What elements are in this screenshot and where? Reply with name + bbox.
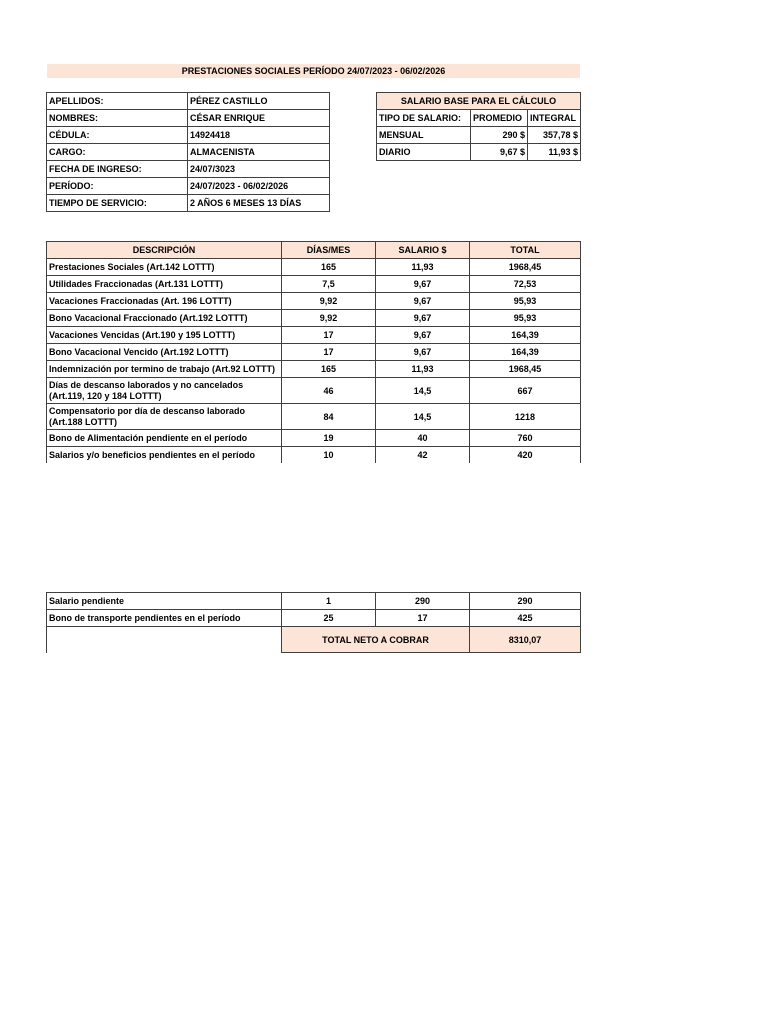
row-descripcion: Vacaciones Vencidas (Art.190 y 195 LOTTT) bbox=[47, 327, 282, 344]
salary-integral: 11,93 $ bbox=[528, 144, 581, 161]
total-value: 8310,07 bbox=[470, 627, 581, 653]
col-total: TOTAL bbox=[470, 242, 581, 259]
row-salario: 9,67 bbox=[376, 327, 470, 344]
salary-header-row bbox=[377, 93, 581, 110]
row-salario: 14,5 bbox=[376, 404, 470, 430]
salary-col-integral: INTEGRAL bbox=[528, 110, 581, 127]
info-value: 24/07/3023 bbox=[188, 161, 330, 178]
info-label: CÉDULA: bbox=[47, 127, 188, 144]
info-value: PÉREZ CASTILLO bbox=[188, 93, 330, 110]
total-label: TOTAL NETO A COBRAR bbox=[282, 627, 470, 653]
info-value: 2 AÑOS 6 MESES 13 DÍAS bbox=[188, 195, 330, 212]
info-value: ALMACENISTA bbox=[188, 144, 330, 161]
table-row bbox=[47, 430, 581, 447]
row-salario: 42 bbox=[376, 447, 470, 464]
row-salario: 11,93 bbox=[376, 361, 470, 378]
row-descripcion: Indemnización por termino de trabajo (Art.92 LOTTT) bbox=[47, 361, 282, 378]
info-row bbox=[47, 127, 330, 144]
row-descripcion: Bono Vacacional Fraccionado (Art.192 LOTTT) bbox=[47, 310, 282, 327]
total-row bbox=[47, 627, 581, 653]
col-salario: SALARIO $ bbox=[376, 242, 470, 259]
info-value: 14924418 bbox=[188, 127, 330, 144]
info-row bbox=[47, 110, 330, 127]
row-dias: 25 bbox=[282, 610, 376, 627]
salary-col-type: TIPO DE SALARIO: bbox=[377, 110, 471, 127]
row-descripcion: Bono de transporte pendientes en el período bbox=[47, 610, 282, 627]
info-label: PERÍODO: bbox=[47, 178, 188, 195]
row-salario: 9,67 bbox=[376, 310, 470, 327]
employee-info-table bbox=[46, 92, 330, 212]
table-row bbox=[47, 276, 581, 293]
info-label: APELLIDOS: bbox=[47, 93, 188, 110]
row-descripcion: Prestaciones Sociales (Art.142 LOTTT) bbox=[47, 259, 282, 276]
row-total: 1968,45 bbox=[470, 361, 581, 378]
row-dias: 1 bbox=[282, 593, 376, 610]
row-salario: 14,5 bbox=[376, 378, 470, 404]
table-row bbox=[47, 327, 581, 344]
row-descripcion: Vacaciones Fraccionadas (Art. 196 LOTTT) bbox=[47, 293, 282, 310]
table-row bbox=[47, 259, 581, 276]
table-row bbox=[47, 378, 581, 404]
salary-promedio: 290 $ bbox=[471, 127, 528, 144]
info-row bbox=[47, 161, 330, 178]
row-total: 667 bbox=[470, 378, 581, 404]
row-dias: 165 bbox=[282, 259, 376, 276]
row-descripcion: Salario pendiente bbox=[47, 593, 282, 610]
table-row bbox=[47, 404, 581, 430]
salary-header: SALARIO BASE PARA EL CÁLCULO bbox=[377, 93, 581, 110]
salary-base-table bbox=[376, 92, 581, 161]
info-row bbox=[47, 144, 330, 161]
table-row bbox=[47, 593, 581, 610]
row-dias: 165 bbox=[282, 361, 376, 378]
row-total: 164,39 bbox=[470, 344, 581, 361]
salary-type: DIARIO bbox=[377, 144, 471, 161]
info-label: CARGO: bbox=[47, 144, 188, 161]
row-salario: 290 bbox=[376, 593, 470, 610]
benefits-table bbox=[46, 241, 581, 463]
table-row bbox=[47, 310, 581, 327]
row-dias: 19 bbox=[282, 430, 376, 447]
row-total: 164,39 bbox=[470, 327, 581, 344]
info-label: FECHA DE INGRESO: bbox=[47, 161, 188, 178]
row-descripcion: Bono Vacacional Vencido (Art.192 LOTTT) bbox=[47, 344, 282, 361]
info-value: CÉSAR ENRIQUE bbox=[188, 110, 330, 127]
row-total: 425 bbox=[470, 610, 581, 627]
page-title: PRESTACIONES SOCIALES PERÍODO 24/07/2023 - 06/02/2026 bbox=[47, 64, 580, 78]
salary-promedio: 9,67 $ bbox=[471, 144, 528, 161]
col-descripcion: DESCRIPCIÓN bbox=[47, 242, 282, 259]
row-descripcion: Compensatorio por día de descanso laborado (Art.188 LOTTT) bbox=[47, 404, 282, 430]
row-total: 1968,45 bbox=[470, 259, 581, 276]
pending-table bbox=[46, 592, 581, 653]
salary-row bbox=[377, 144, 581, 161]
row-total: 95,93 bbox=[470, 310, 581, 327]
table-row bbox=[47, 293, 581, 310]
info-row bbox=[47, 178, 330, 195]
row-descripcion: Bono de Alimentación pendiente en el período bbox=[47, 430, 282, 447]
row-total: 72,53 bbox=[470, 276, 581, 293]
row-salario: 9,67 bbox=[376, 344, 470, 361]
row-dias: 10 bbox=[282, 447, 376, 464]
row-descripcion: Días de descanso laborados y no cancelados (Art.119, 120 y 184 LOTTT) bbox=[47, 378, 282, 404]
row-dias: 7,5 bbox=[282, 276, 376, 293]
info-row bbox=[47, 195, 330, 212]
salary-row bbox=[377, 127, 581, 144]
row-dias: 9,92 bbox=[282, 293, 376, 310]
row-salario: 9,67 bbox=[376, 276, 470, 293]
info-label: NOMBRES: bbox=[47, 110, 188, 127]
row-dias: 17 bbox=[282, 344, 376, 361]
table-row bbox=[47, 610, 581, 627]
row-total: 760 bbox=[470, 430, 581, 447]
row-descripcion: Utilidades Fraccionadas (Art.131 LOTTT) bbox=[47, 276, 282, 293]
row-salario: 11,93 bbox=[376, 259, 470, 276]
salary-columns-row bbox=[377, 110, 581, 127]
info-value: 24/07/2023 - 06/02/2026 bbox=[188, 178, 330, 195]
salary-col-promedio: PROMEDIO bbox=[471, 110, 528, 127]
row-dias: 17 bbox=[282, 327, 376, 344]
row-dias: 84 bbox=[282, 404, 376, 430]
info-row bbox=[47, 93, 330, 110]
row-dias: 46 bbox=[282, 378, 376, 404]
row-salario: 40 bbox=[376, 430, 470, 447]
row-salario: 9,67 bbox=[376, 293, 470, 310]
row-total: 420 bbox=[470, 447, 581, 464]
info-label: TIEMPO DE SERVICIO: bbox=[47, 195, 188, 212]
row-total: 1218 bbox=[470, 404, 581, 430]
table-row bbox=[47, 447, 581, 464]
col-dias-mes: DÍAS/MES bbox=[282, 242, 376, 259]
table-row bbox=[47, 361, 581, 378]
row-dias: 9,92 bbox=[282, 310, 376, 327]
salary-integral: 357,78 $ bbox=[528, 127, 581, 144]
salary-type: MENSUAL bbox=[377, 127, 471, 144]
table-row bbox=[47, 344, 581, 361]
blank-cell bbox=[47, 627, 282, 653]
benefits-header-row bbox=[47, 242, 581, 259]
row-total: 290 bbox=[470, 593, 581, 610]
row-salario: 17 bbox=[376, 610, 470, 627]
row-total: 95,93 bbox=[470, 293, 581, 310]
row-descripcion: Salarios y/o beneficios pendientes en el período bbox=[47, 447, 282, 464]
